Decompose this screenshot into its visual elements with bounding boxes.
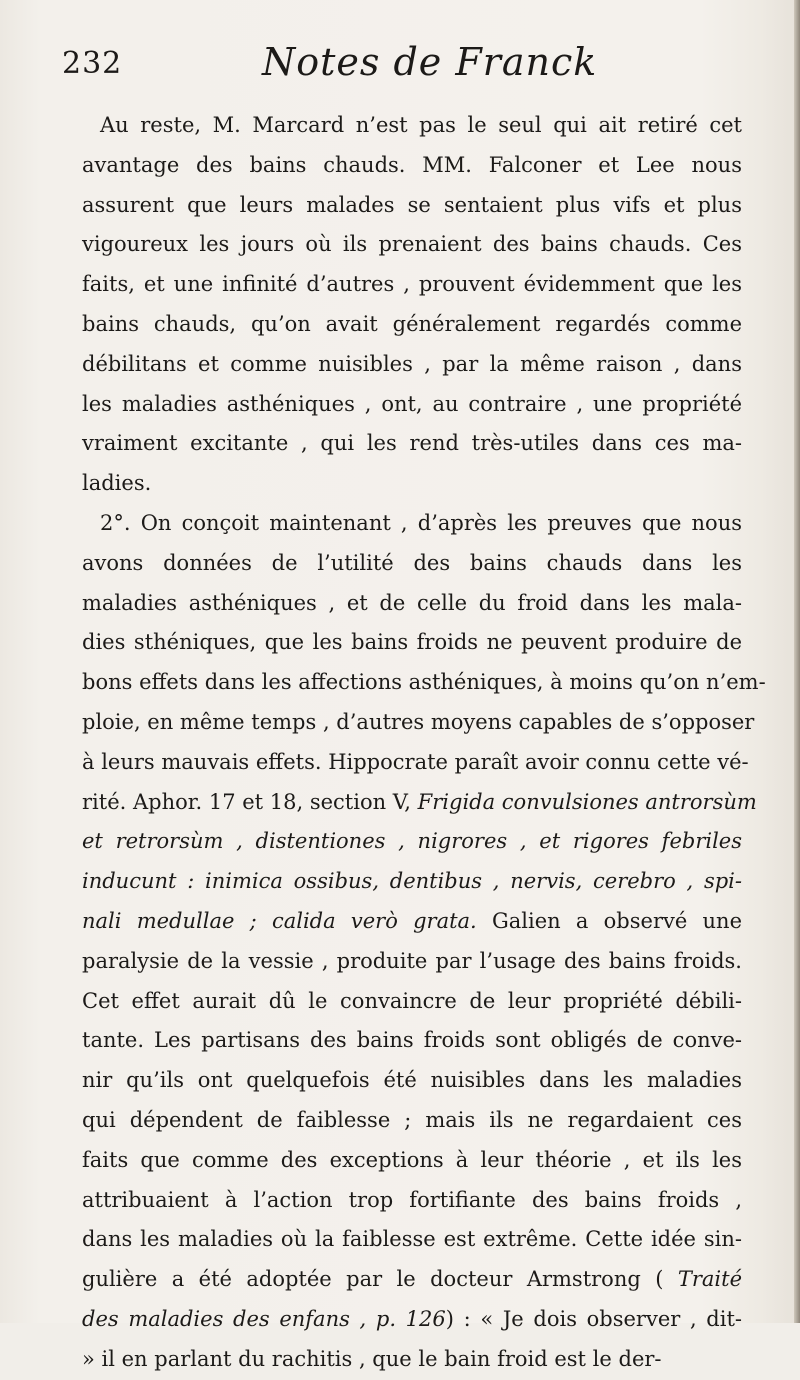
text-line: débilitans et comme nuisibles , par la même raison , dans [82, 351, 742, 376]
book-title: Traité [677, 1267, 742, 1292]
text-line: dans les maladies où la faiblesse est extrême. Cette idée sin- [82, 1227, 742, 1252]
text-line: Cet effet aurait dû le convaincre de leur propriété débili- [82, 988, 742, 1013]
text-line: vigoureux les jours où ils prenaient des bains chauds. Ces [82, 232, 742, 257]
page-edge-shadow [794, 0, 800, 1323]
running-title: Notes de Franck [262, 40, 598, 84]
text-line [82, 1300, 742, 1340]
text-line: qui dépendent de faiblesse ; mais ils ne regardaient ces [82, 1107, 742, 1132]
text-line: bons effets dans les affections asthéniques, à moins qu’on n’em- [82, 670, 766, 695]
text-line [82, 783, 757, 823]
text-line: avons données de l’utilité des bains chauds dans les [82, 550, 742, 575]
text-line: ladies. [82, 471, 152, 496]
text-line: inducunt : inimica ossibus, dentibus , nervis, cerebro , spi- [82, 869, 742, 894]
body-text [82, 106, 766, 1380]
text-line: paralysie de la vessie , produite par l’usage des bains froids. [82, 948, 742, 973]
text-line: à leurs mauvais effets. Hippocrate paraît avoir connu cette vé- [82, 749, 749, 774]
text-line: attribuaient à l’action trop fortifiante des bains froids , [82, 1187, 742, 1212]
text-line: et retrorsùm , distentiones , nigrores , et rigores febriles [82, 829, 742, 854]
page-number: 232 [62, 46, 123, 81]
text-line: les maladies asthéniques , ont, au contraire , une propriété [82, 391, 742, 416]
text-line: faits que comme des exceptions à leur théorie , et ils les [82, 1147, 742, 1172]
text-fragment: gulière a été adoptée par le docteur Armstrong ( [82, 1267, 664, 1292]
text-fragment: rité. Aphor. 17 et 18, section V, [82, 789, 411, 814]
text-line: » il en parlant du rachitis , que le bain froid est le der- [82, 1346, 662, 1371]
text-line: nir qu’ils ont quelquefois été nuisibles dans les maladies [82, 1068, 742, 1093]
text-line: dies sthéniques, que les bains froids ne peuvent produire de [82, 630, 742, 655]
text-line: bains chauds, qu’on avait généralement regardés comme [82, 311, 742, 336]
book-title: des maladies des enfans , p. 126 [82, 1306, 446, 1331]
text-line: faits, et une infinité d’autres , prouvent évidemment que les [82, 272, 742, 297]
text-line: 2°. On conçoit maintenant , d’après les preuves que nous [100, 510, 742, 535]
page-header [0, 40, 800, 100]
text-line: avantage des bains chauds. MM. Falconer et Lee nous [82, 152, 742, 177]
text-line [82, 902, 742, 942]
text-line: vraiment excitante , qui les rend très-utiles dans ces ma- [82, 431, 742, 456]
text-line: maladies asthéniques , et de celle du froid dans les mala- [82, 590, 742, 615]
latin-quote: Frigida convulsiones antrorsùm [417, 789, 757, 814]
text-line [82, 1260, 742, 1300]
latin-quote: nali medullae ; calida verò grata. [82, 908, 477, 933]
text-fragment: ) : « Je dois observer , dit- [445, 1306, 743, 1331]
text-fragment: Galien a observé une [491, 908, 743, 933]
text-line: assurent que leurs malades se sentaient plus vifs et plus [82, 192, 742, 217]
text-line: tante. Les partisans des bains froids sont obligés de conve- [82, 1028, 742, 1053]
text-line: ploie, en même temps , d’autres moyens capables de s’opposer [82, 709, 755, 734]
text-line: Au reste, M. Marcard n’est pas le seul qui ait retiré cet [100, 113, 742, 137]
